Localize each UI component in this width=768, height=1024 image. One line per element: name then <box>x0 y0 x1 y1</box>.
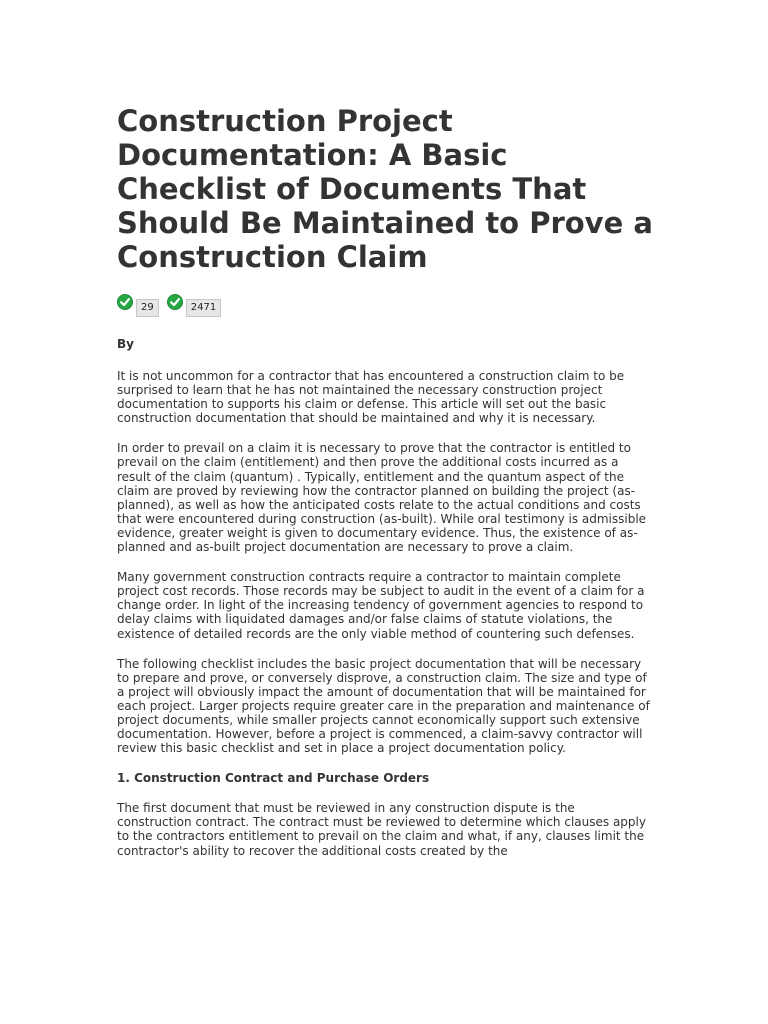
paragraph: It is not uncommon for a contractor that has encountered a construction claim to be surprised to learn that he has not maintained the necessary construction project documentation to supports his claim or defense. This article will set out the basic construction documentation that should be maintained and why it is necessary. <box>117 369 625 426</box>
vote-count: 29 <box>136 299 159 317</box>
check-icon[interactable] <box>117 294 133 310</box>
vote-bar <box>117 294 653 314</box>
paragraph: The first document that must be reviewed in any construction dispute is the construction contract. The contract must be reviewed to determine which clauses apply to the contractors entitlement to prevail on the claim and what, if any, clauses limit the contractor's ability to recover the additional costs created by the <box>117 801 646 858</box>
paragraph: Many government construction contracts require a contractor to maintain complete project cost records. Those records may be subject to audit in the event of a claim for a change order. In light of the increasing tendency of government agencies to respond to delay claims with liquidated damages and/or false claims of statute violations, the existence of detailed records are the only viable method of countering such defenses. <box>117 570 645 641</box>
paragraph: The following checklist includes the basic project documentation that will be necessary to prepare and prove, or conversely disprove, a construction claim. The size and type of a project will obviously impact the amount of documentation that will be maintained for each project. Larger projects require greater care in the preparation and maintenance of project documents, while smaller projects cannot economically support such extensive documentation. However, before a project is commenced, a claim-savvy contractor will review this basic checklist and set in place a project documentation policy. <box>117 656 650 756</box>
vote-up[interactable] <box>117 294 159 317</box>
byline: By <box>117 337 134 351</box>
section-heading: 1. Construction Contract and Purchase Orders <box>117 771 430 786</box>
vote-count: 2471 <box>186 299 221 317</box>
article <box>117 104 653 858</box>
vote-views[interactable] <box>167 294 221 317</box>
page-title: Construction Project Documentation: A Basic Checklist of Documents That Should Be Maintained to Prove a Construction Claim <box>117 104 653 274</box>
check-icon[interactable] <box>167 294 183 310</box>
paragraph: In order to prevail on a claim it is necessary to prove that the contractor is entitled to prevail on the claim (entitlement) and then prove the additional costs incurred as a result of the claim (quantum) . Typically, entitlement and the quantum aspect of the claim are proved by reviewing how the contractor planned on building the project (as-planned), as well as how the anticipated costs relate to the actual conditions and costs that were encountered during construction (as-built). While oral testimony is admissible evidence, greater weight is given to documentary evidence. Thus, the existence of as-planned and as-built project documentation are necessary to prove a claim. <box>117 441 647 555</box>
